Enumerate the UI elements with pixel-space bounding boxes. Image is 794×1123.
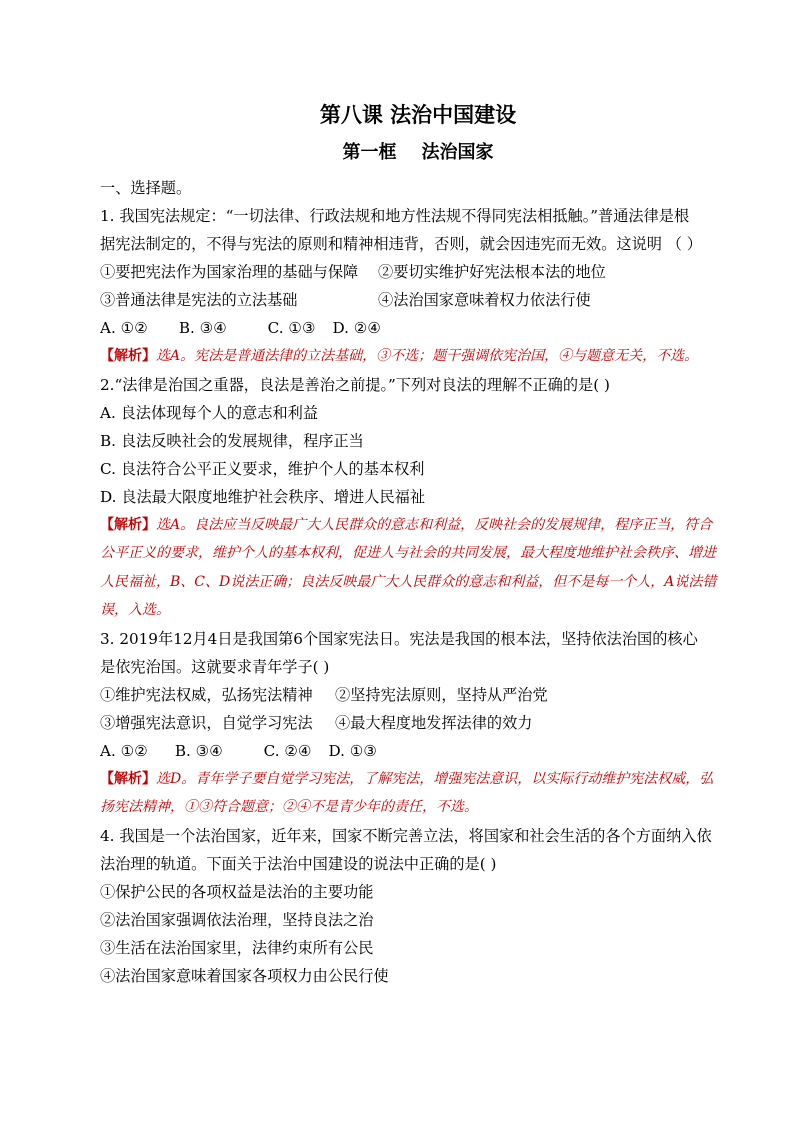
analysis-text: 选A。良法应当反映最广大人民群众的意志和利益，反映社会的发展规律，程序正当，符合公平正义的要求，维护个人的基本权利，促进人与社会的共同发展，最大程度地维护社会秩序、增进人民福祉，B、C、D说法正确；良法反映最广大人民群众的意志和利益，但不是每一个人，A说法错误，入选。 bbox=[100, 516, 717, 618]
section-heading: 一、选择题。 bbox=[100, 179, 192, 197]
choice-c: C. ①③ bbox=[267, 319, 316, 337]
option-row bbox=[100, 709, 722, 737]
option-1: ①保护公民的各项权益是法治的主要功能 bbox=[100, 882, 374, 901]
option-2: ②坚持宪法原则，坚持从严治党 bbox=[335, 685, 548, 704]
choice-b: B. ③④ bbox=[174, 741, 223, 760]
option-1: ①要把宪法作为国家治理的基础与保障 bbox=[100, 263, 359, 281]
choice-d: D. ②④ bbox=[332, 319, 382, 337]
analysis bbox=[100, 765, 722, 822]
option-2: ②法治国家强调依法治理，坚持良法之治 bbox=[100, 910, 374, 929]
option-4: ④最大程度地发挥法律的效力 bbox=[335, 713, 533, 732]
document-content bbox=[100, 100, 722, 990]
analysis bbox=[100, 511, 722, 625]
choice-a: A. ①② bbox=[100, 319, 148, 337]
option-row bbox=[100, 286, 722, 314]
option-4: ④法治国家意味着国家各项权力由公民行使 bbox=[100, 966, 389, 985]
option-2: ②要切实维护好宪法根本法的地位 bbox=[378, 263, 606, 281]
option-c: C. 良法符合公平正义要求，维护个人的基本权利 bbox=[100, 459, 425, 478]
choice-d: D. ①③ bbox=[328, 741, 378, 760]
question-stem: 2.“法律是治国之重器，良法是善治之前提。”下列对良法的理解不正确的是( ) bbox=[100, 375, 610, 394]
analysis-tag: 【解析】 bbox=[100, 770, 156, 787]
analysis-tag: 【解析】 bbox=[100, 516, 156, 533]
choice-b: B. ③④ bbox=[178, 319, 227, 337]
question-stem: 是依宪治国。这就要求青年学子( ) bbox=[100, 657, 330, 676]
question-stem: 3. 2019年12月4日是我国第6个国家宪法日。宪法是我国的根本法，坚持依法治国的核心 bbox=[100, 629, 698, 648]
option-row bbox=[100, 258, 722, 286]
question-3 bbox=[100, 625, 722, 822]
question-4 bbox=[100, 822, 722, 990]
choice-a: A. ①② bbox=[100, 741, 148, 760]
option-3: ③增强宪法意识，自觉学习宪法 bbox=[100, 713, 313, 732]
question-stem: 4. 我国是一个法治国家，近年来，国家不断完善立法，将国家和社会生活的各个方面纳入依 bbox=[100, 826, 712, 845]
option-4: ④法治国家意味着权力依法行使 bbox=[378, 291, 591, 309]
question-stem: 法治理的轨道。下面关于法治中国建设的说法中正确的是( ) bbox=[100, 854, 497, 873]
answer-choices bbox=[100, 737, 722, 765]
option-d: D. 良法最大限度地维护社会秩序、增进人民福祉 bbox=[100, 487, 426, 506]
option-1: ①维护宪法权威，弘扬宪法精神 bbox=[100, 685, 313, 704]
analysis-text: 选A。宪法是普通法律的立法基础，③不选；题干强调依宪治国，④与题意无关，不选。 bbox=[156, 348, 699, 364]
question-1 bbox=[100, 202, 722, 371]
lesson-title: 第八课 法治中国建设 bbox=[319, 102, 517, 127]
analysis-text: 选D。青年学子要自觉学习宪法，了解宪法，增强宪法意识，以实际行动维护宪法权威，弘扬宪法精神，①③符合题意；②④不是青少年的责任，不选。 bbox=[100, 770, 714, 815]
analysis-tag: 【解析】 bbox=[100, 348, 156, 364]
option-b: B. 良法反映社会的发展规律，程序正当 bbox=[100, 431, 364, 450]
analysis bbox=[100, 342, 722, 371]
option-3: ③普通法律是宪法的立法基础 bbox=[100, 291, 298, 309]
question-stem: 据宪法制定的，不得与宪法的原则和精神相违背，否则，就会因违宪而无效。这说明 （ ） bbox=[100, 235, 702, 253]
option-3: ③生活在法治国家里，法律约束所有公民 bbox=[100, 938, 374, 957]
question-2 bbox=[100, 371, 722, 625]
choice-c: C. ②④ bbox=[263, 741, 312, 760]
option-row bbox=[100, 681, 722, 709]
answer-choices bbox=[100, 314, 722, 342]
option-a: A. 良法体现每个人的意志和利益 bbox=[100, 403, 319, 422]
question-stem: 1. 我国宪法规定：“一切法律、行政法规和地方性法规不得同宪法相抵触。”普通法律是根 bbox=[100, 207, 690, 225]
lesson-subtitle: 第一框 法治国家 bbox=[342, 142, 494, 163]
